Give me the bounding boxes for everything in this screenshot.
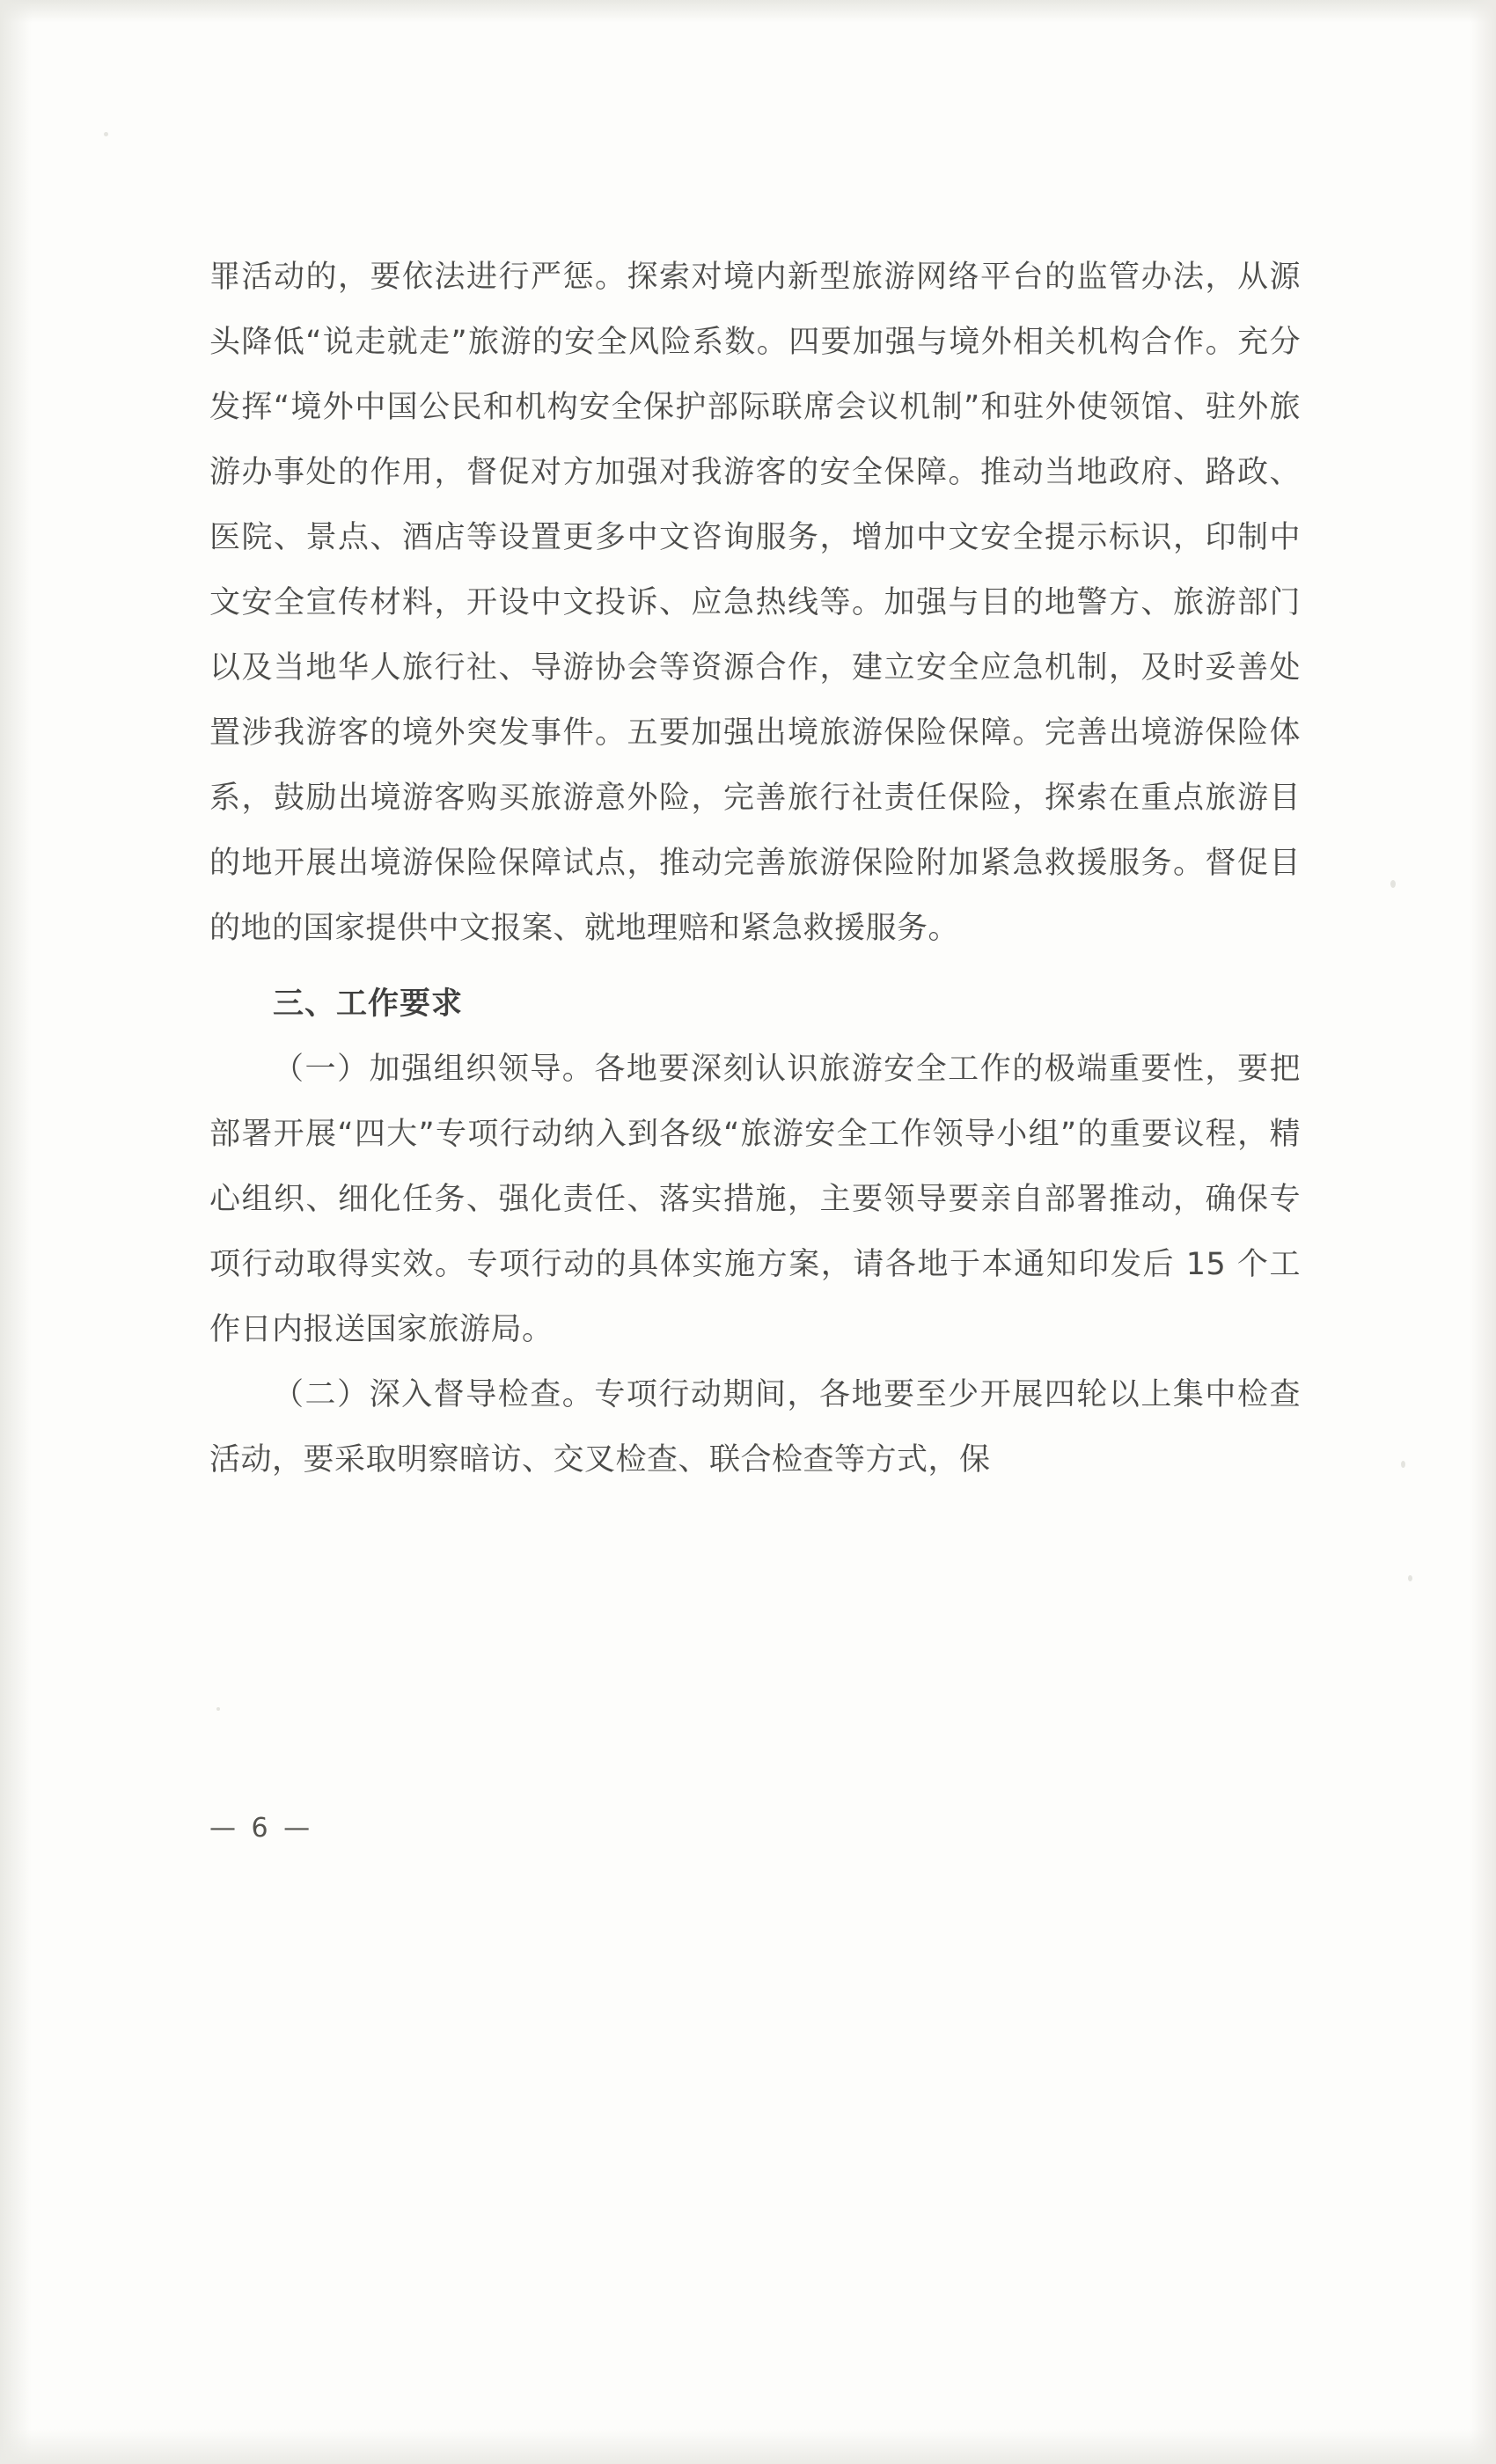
paragraph-continued: 罪活动的，要依法进行严惩。探索对境内新型旅游网络平台的监管办法，从源头降低“说走就走”旅游的安全风险系数。四要加强与境外相关机构合作。充分发挥“境外中国公民和机构安全保护部际联席会议机制”和驻外使领馆、驻外旅游办事处的作用，督促对方加强对我游客的安全保障。推动当地政府、路政、医院、景点、酒店等设置更多中文咨询服务，增加中文安全提示标识，印制中文安全宣传材料，开设中文投诉、应急热线等。加强与目的地警方、旅游部门以及当地华人旅行社、导游协会等资源合作，建立安全应急机制，及时妥善处置涉我游客的境外突发事件。五要加强出境旅游保险保障。完善出境游保险体系，鼓励出境游客购买旅游意外险，完善旅行社责任保险，探索在重点旅游目的地开展出境游保险保障试点，推动完善旅游保险附加紧急救援服务。督促目的地的国家提供中文报案、就地理赔和紧急救援服务。 bbox=[209, 260, 1301, 946]
document-text-body bbox=[209, 245, 1301, 1492]
scan-speck bbox=[216, 1707, 220, 1711]
scan-speck bbox=[1408, 1575, 1412, 1581]
scan-speck bbox=[1401, 1461, 1405, 1468]
scan-edge-shadow-bottom bbox=[0, 2429, 1496, 2464]
scan-speck bbox=[104, 132, 108, 136]
page-number: — 6 — bbox=[209, 1813, 314, 1844]
scan-edge-shadow-right bbox=[1470, 0, 1496, 2464]
paragraph-item-one: （一）加强组织领导。各地要深刻认识旅游安全工作的极端重要性，要把部署开展“四大”专项行动纳入到各级“旅游安全工作领导小组”的重要议程，精心组织、细化任务、强化责任、落实措施，主要领导要亲自部署推动，确保专项行动取得实效。专项行动的具体实施方案，请各地于本通知印发后 15 个工作日内报送国家旅游局。 bbox=[209, 1052, 1301, 1347]
section-heading-work-requirements: 三、工作要求 bbox=[273, 986, 464, 1022]
paragraph-spacer bbox=[209, 961, 1301, 966]
scan-speck bbox=[1390, 880, 1396, 888]
scan-edge-shadow-left bbox=[0, 0, 32, 2464]
scan-edge-shadow-top bbox=[0, 0, 1496, 23]
paragraph-item-two: （二）深入督导检查。专项行动期间，各地要至少开展四轮以上集中检查活动，要采取明察暗访、交叉检查、联合检查等方式，保 bbox=[209, 1377, 1301, 1478]
